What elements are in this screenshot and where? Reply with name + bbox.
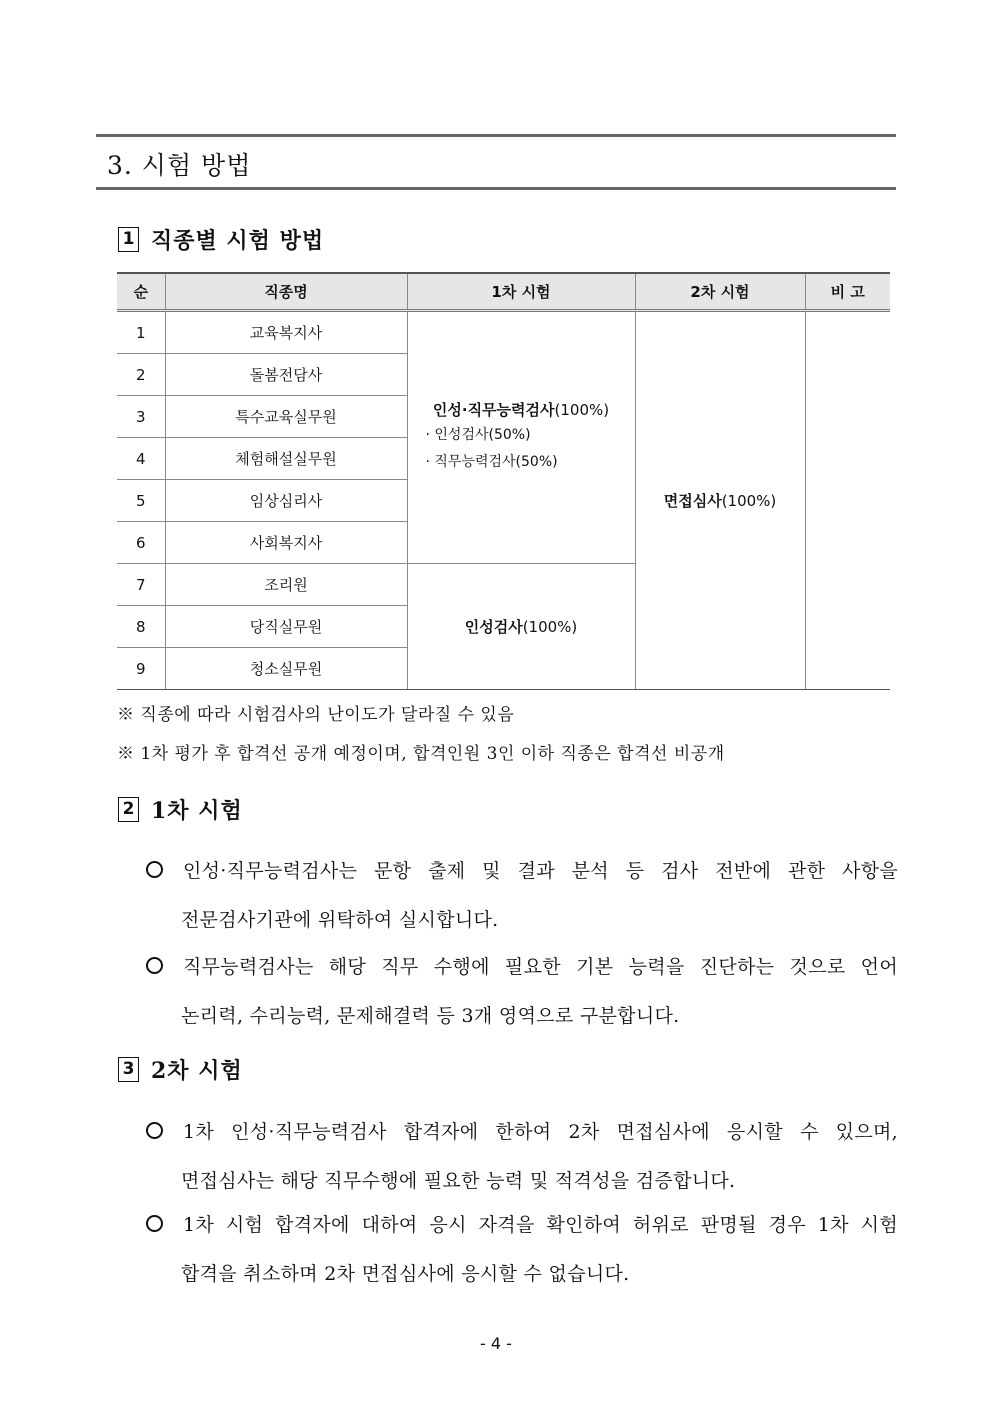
bullet-text-line1: 1차 시험 합격자에 대하여 응시 자격을 확인하여 허위로 판명될 경우 1차 시험 xyxy=(183,1214,898,1236)
row-no: 9 xyxy=(117,648,165,690)
remark-cell xyxy=(805,311,890,690)
section-1-heading xyxy=(118,224,324,255)
row-job: 돌봄전담사 xyxy=(165,354,407,396)
header-job: 직종명 xyxy=(165,273,407,311)
row-job: 교육복지사 xyxy=(165,311,407,354)
row-no: 1 xyxy=(117,311,165,354)
section-number-box: 3 xyxy=(118,1057,139,1082)
bullet-text-line2: 합격을 취소하며 2차 면접심사에 응시할 수 없습니다. xyxy=(181,1263,630,1285)
bullet-text-line2: 논리력, 수리능력, 문제해결력 등 3개 영역으로 구분합니다. xyxy=(181,1005,680,1027)
exam-method-table xyxy=(117,272,890,690)
section-title: 2차 시험 xyxy=(151,1058,243,1084)
page-number: - 4 - xyxy=(480,1334,512,1353)
header-first-exam: 1차 시험 xyxy=(407,273,635,311)
first-exam-personality-percent: (100%) xyxy=(522,618,578,636)
row-job: 특수교육실무원 xyxy=(165,396,407,438)
circle-bullet-icon xyxy=(146,861,163,878)
first-exam-sub-job-ability: · 직무능력검사(50%) xyxy=(425,454,558,470)
first-exam-aptitude: 인성·직무능력검사(100%) xyxy=(432,401,610,419)
second-exam-bold: 면접심사 xyxy=(663,492,722,510)
section-title: 직종별 시험 방법 xyxy=(151,228,325,254)
first-exam-personality-bold: 인성검사 xyxy=(464,618,523,636)
header-remark: 비 고 xyxy=(805,273,890,311)
row-no: 6 xyxy=(117,522,165,564)
bullet-item xyxy=(146,1210,898,1286)
bullet-text-line1: 1차 인성·직무능력검사 합격자에 한하여 2차 면접심사에 응시할 수 있으며, xyxy=(183,1121,898,1143)
header-no: 순 xyxy=(117,273,165,311)
row-job: 체험해설실무원 xyxy=(165,438,407,480)
row-job: 청소실무원 xyxy=(165,648,407,690)
table-note-2: ※ 1차 평가 후 합격선 공개 예정이며, 합격인원 3인 이하 직종은 합격선 비공개 xyxy=(117,744,725,764)
bullet-text-line2: 면접심사는 해당 직무수행에 필요한 능력 및 적격성을 검증합니다. xyxy=(181,1170,736,1192)
chapter-bottom-rule xyxy=(96,187,896,190)
table-row xyxy=(117,311,890,354)
bullet-text-line1: 인성·직무능력검사는 문항 출제 및 결과 분석 등 검사 전반에 관한 사항을 xyxy=(183,860,898,882)
circle-bullet-icon xyxy=(146,957,163,974)
table-note-1: ※ 직종에 따라 시험검사의 난이도가 달라질 수 있음 xyxy=(117,705,515,725)
row-no: 4 xyxy=(117,438,165,480)
section-2-heading xyxy=(118,794,243,825)
second-exam-percent: (100%) xyxy=(721,492,777,510)
section-number-box: 2 xyxy=(118,797,139,822)
row-no: 7 xyxy=(117,564,165,606)
section-title: 1차 시험 xyxy=(151,798,243,824)
chapter-top-rule xyxy=(96,134,896,137)
section-number-box: 1 xyxy=(118,227,139,252)
first-exam-aptitude-cell xyxy=(407,311,635,564)
bullet-text-line2: 전문검사기관에 위탁하여 실시합니다. xyxy=(181,909,499,931)
circle-bullet-icon xyxy=(146,1122,163,1139)
section-3-heading xyxy=(118,1054,243,1085)
bullet-item xyxy=(146,952,898,1028)
row-job: 조리원 xyxy=(165,564,407,606)
row-no: 3 xyxy=(117,396,165,438)
row-no: 8 xyxy=(117,606,165,648)
header-second-exam: 2차 시험 xyxy=(635,273,805,311)
bullet-item xyxy=(146,1117,898,1193)
circle-bullet-icon xyxy=(146,1215,163,1232)
bullet-item xyxy=(146,856,898,932)
bullet-text-line1: 직무능력검사는 해당 직무 수행에 필요한 기본 능력을 진단하는 것으로 언어 xyxy=(183,956,898,978)
table-header-row xyxy=(117,273,890,311)
row-no: 2 xyxy=(117,354,165,396)
row-job: 임상심리사 xyxy=(165,480,407,522)
row-job: 사회복지사 xyxy=(165,522,407,564)
first-exam-sub-personality: · 인성검사(50%) xyxy=(425,427,531,443)
first-exam-personality-cell xyxy=(407,564,635,690)
row-job: 당직실무원 xyxy=(165,606,407,648)
chapter-title: 3. 시험 방법 xyxy=(107,151,252,180)
second-exam-cell xyxy=(635,311,805,690)
row-no: 5 xyxy=(117,480,165,522)
